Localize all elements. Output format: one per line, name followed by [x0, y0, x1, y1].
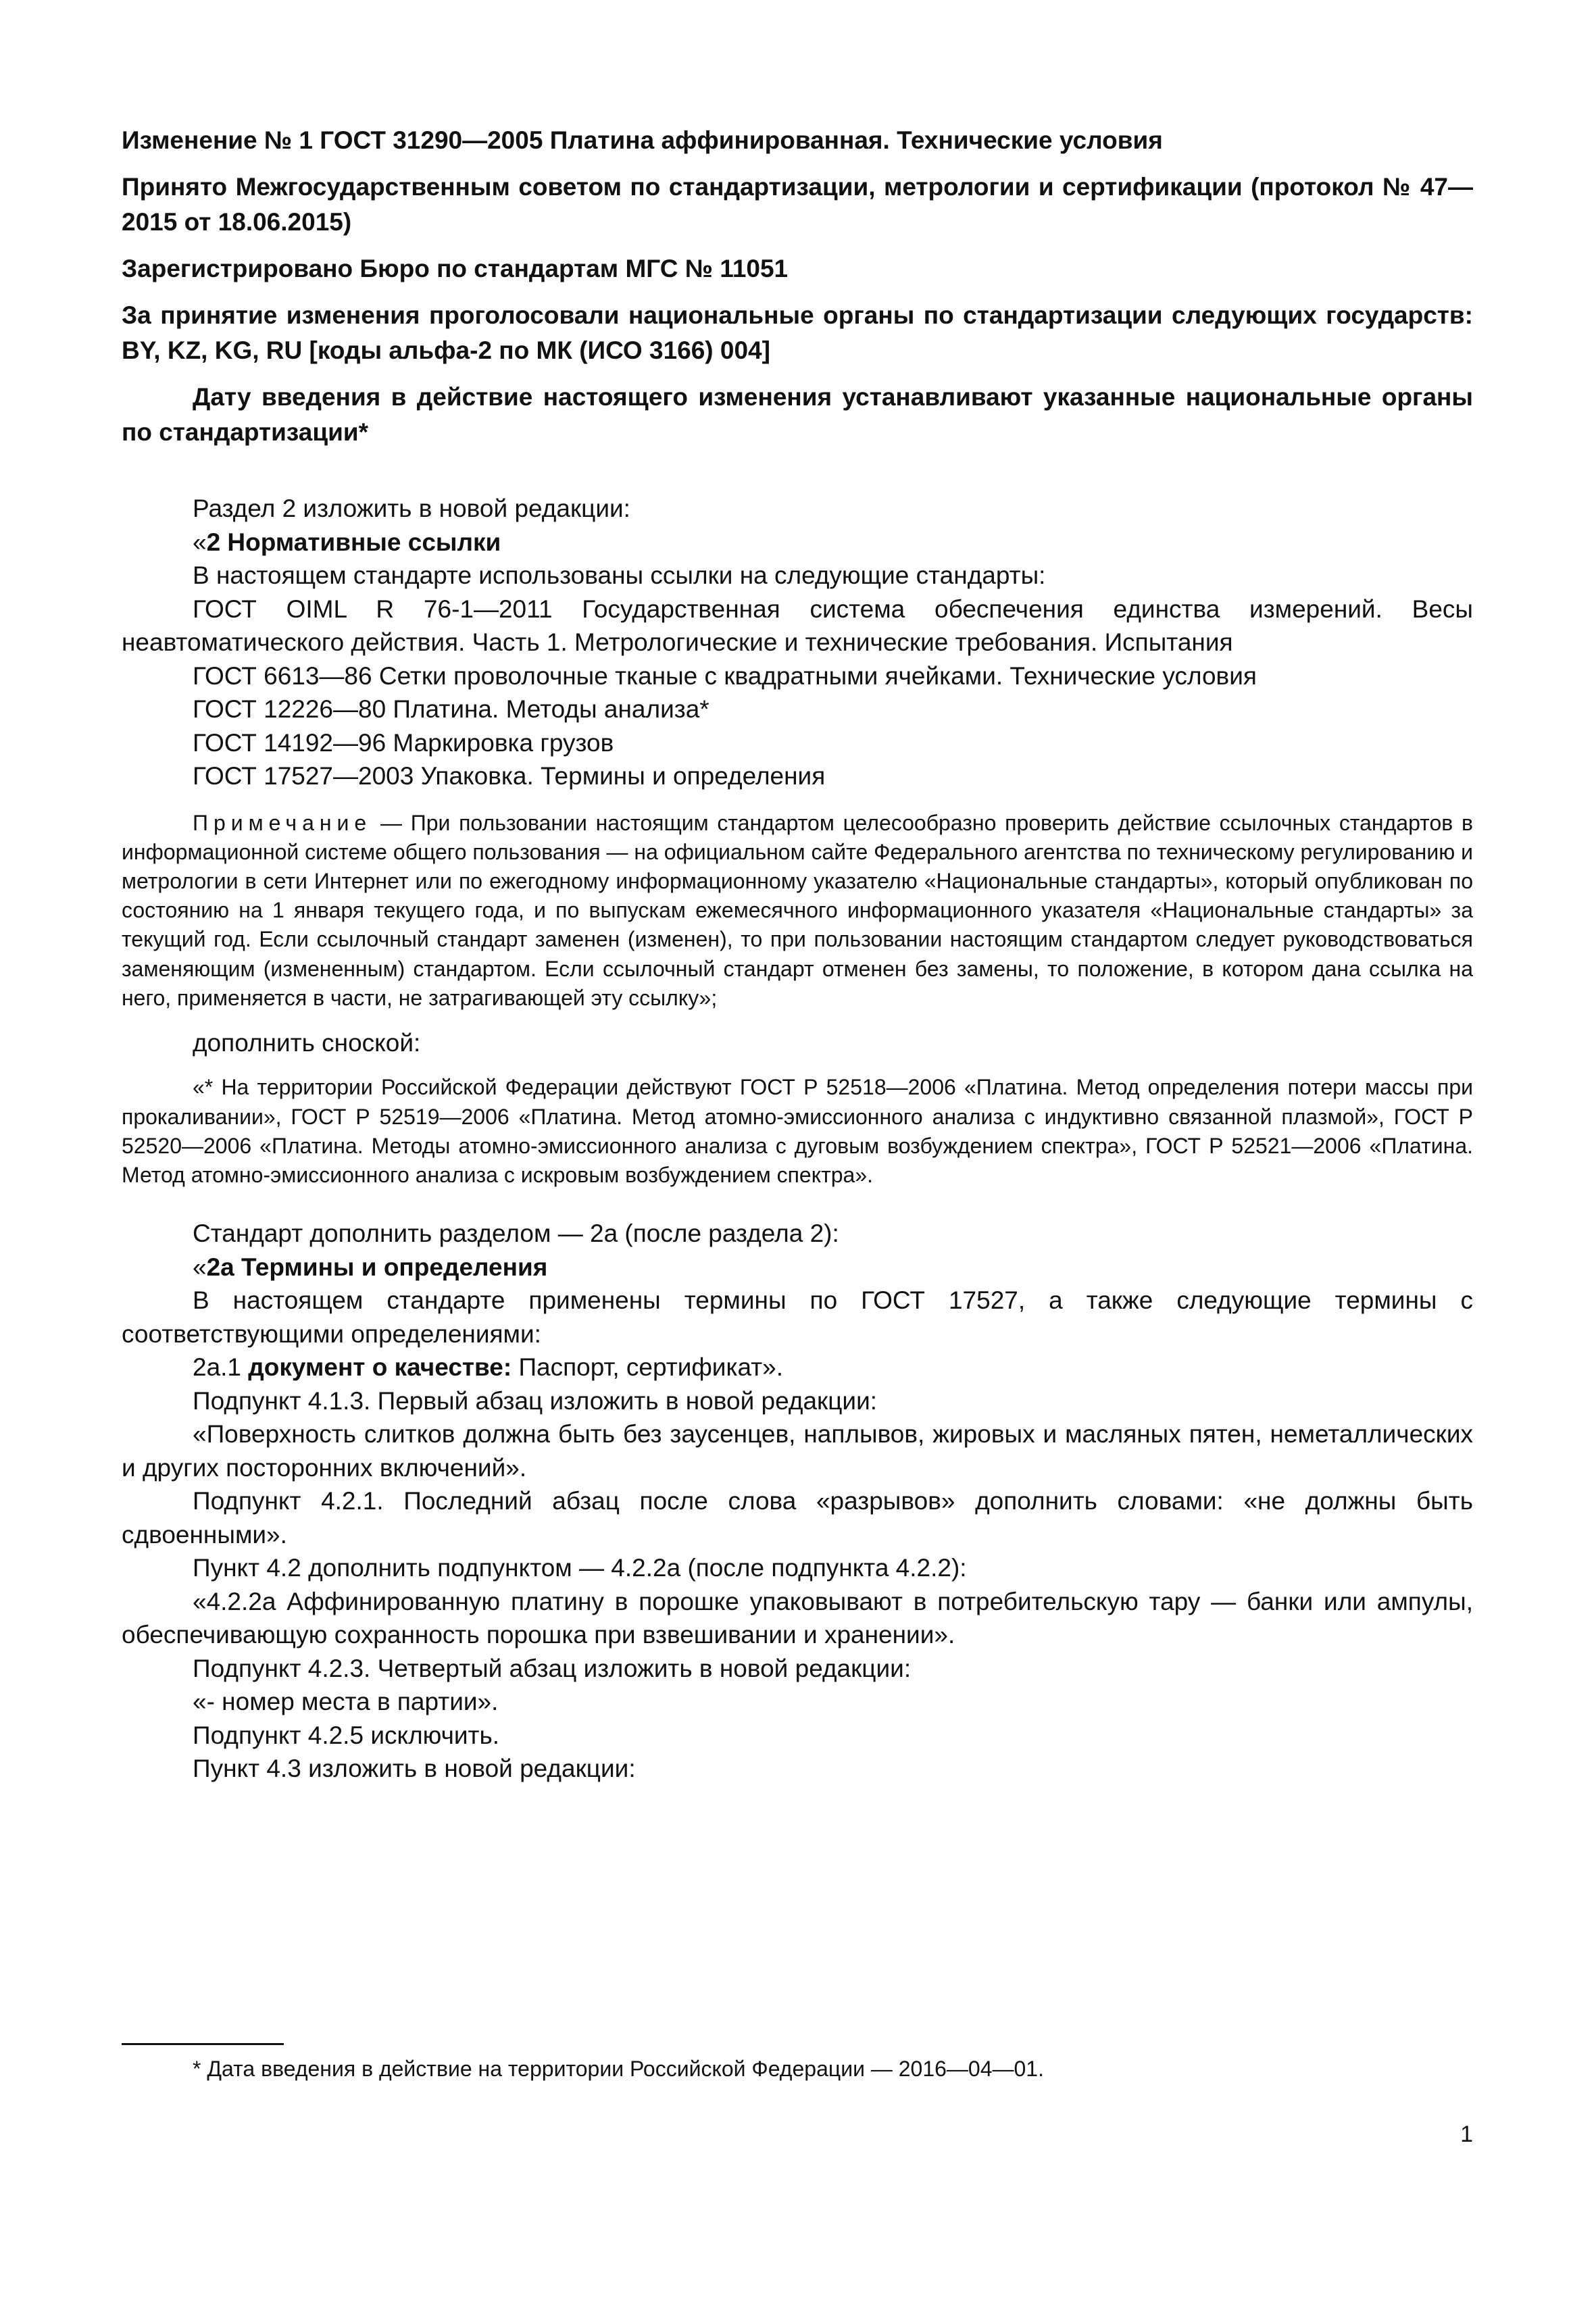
page-content: [122, 123, 1473, 1786]
footnote-separator: [122, 2043, 284, 2045]
add-section-instruction: Стандарт дополнить разделом — 2а (после раздела 2):: [193, 1219, 839, 1248]
term-definition: 2а.1 документ о качестве: Паспорт, сертификат».: [193, 1353, 784, 1382]
subclause-4-2-3: Подпункт 4.2.3. Четвертый абзац изложить в новой редакции:: [193, 1654, 912, 1682]
registration-statement: Зарегистрировано Бюро по стандартам МГС № 11051: [122, 255, 789, 282]
ref-item: ГОСТ 6613—86 Сетки проволочные тканые с квадратными ячейками. Технические условия: [193, 661, 1257, 690]
accepted-statement: Принято Межгосударственным советом по стандартизации, метрологии и сертификации (протокол № 47—2015 от 18.06.2015): [122, 173, 1473, 236]
effective-date-statement: Дату введения в действие настоящего изменения устанавливают указанные национальные органы по стандартизации*: [122, 383, 1473, 446]
ref-item: ГОСТ 12226—80 Платина. Методы анализа*: [193, 695, 709, 723]
add-footnote-instruction: дополнить сноской:: [193, 1028, 421, 1057]
subclause-4-2-2a: «4.2.2а Аффинированную платину в порошке упаковывают в потребительскую тару — банки или ампулы, обеспечивающую сохранность порошка при взвешивании и хранении».: [122, 1587, 1473, 1649]
note-paragraph: [122, 809, 1473, 1013]
page-footnote: * Дата введения в действие на территории Российской Федерации — 2016—04—01.: [193, 2057, 1044, 2081]
subclause-4-1-3: Подпункт 4.1.3. Первый абзац изложить в новой редакции:: [193, 1386, 878, 1415]
page-number: 1: [1460, 2121, 1473, 2147]
clause-4-3: Пункт 4.3 изложить в новой редакции:: [193, 1755, 636, 1783]
note-label: Примечание: [193, 810, 372, 835]
subclause-4-2-1: Подпункт 4.2.1. Последний абзац после слова «разрывов» дополнить словами: «не должны быть сдвоенными».: [122, 1487, 1473, 1549]
note-text: — При пользовании настоящим стандартом целесообразно проверить действие ссылочных стандартов в информационной системе общего пользования — на официальном сайте Федерального агентства по техническому регулированию и метрологии в сети Интернет или по ежегодному информационному указателю «Национальные стандарты», который опубликован по состоянию на 1 января текущего года, и по выпускам ежемесячного информационного указателя «Национальные стандарты» за текущий год. Если ссылочный стандарт заменен (изменен), то при пользовании настоящим стандартом следует руководствоваться заменяющим (измененным) стандартом. Если ссылочный стандарт отменен без замены, то положение, в котором дана ссылка на него, применяется в части, не затрагивающей эту ссылку»;: [122, 810, 1473, 1010]
subclause-4-2-3-text: «- номер места в партии».: [193, 1688, 499, 1716]
change-title: Изменение № 1 ГОСТ 31290—2005 Платина аффинированная. Технические условия: [122, 126, 1163, 154]
section2-heading: «2 Нормативные ссылки: [193, 528, 501, 556]
ref-item: ГОСТ OIML R 76-1—2011 Государственная система обеспечения единства измерений. Весы неавтоматического действия. Часть 1. Метрологические и технические требования. Испытания: [122, 595, 1473, 656]
inserted-footnote-text: «* На территории Российской Федерации действуют ГОСТ Р 52518—2006 «Платина. Метод определения потери массы при прокаливании», ГОСТ Р 52519—2006 «Платина. Метод атомно-эмиссионного анализа с индуктивно связанной плазмой», ГОСТ Р 52520—2006 «Платина. Методы атомно-эмиссионного анализа с дуговым возбуждением спектра», ГОСТ Р 52521—2006 «Платина. Метод атомно-эмиссионного анализа с искровым возбуждением спектра».: [122, 1075, 1473, 1188]
section2-heading-text: 2 Нормативные ссылки: [206, 528, 501, 556]
terms-intro: В настоящем стандарте применены термины по ГОСТ 17527, а также следующие термины с соответствующими определениями:: [122, 1286, 1473, 1348]
voting-statement: За принятие изменения проголосовали национальные органы по стандартизации следующих государств: BY, KZ, KG, RU [коды альфа-2 по МК (ИСО 3166) 004]: [122, 301, 1473, 364]
ref-item: ГОСТ 14192—96 Маркировка грузов: [193, 728, 614, 757]
subclause-4-2-5: Подпункт 4.2.5 исключить.: [193, 1721, 500, 1749]
ref-item: ГОСТ 17527—2003 Упаковка. Термины и определения: [193, 762, 826, 790]
section2-intro: Раздел 2 изложить в новой редакции:: [193, 495, 630, 522]
term-name: документ о качестве:: [248, 1353, 512, 1382]
refs-intro: В настоящем стандарте использованы ссылки на следующие стандарты:: [193, 561, 1046, 589]
clause-4-2: Пункт 4.2 дополнить подпунктом — 4.2.2а (после подпункта 4.2.2):: [193, 1554, 967, 1582]
section2a-heading: «2а Термины и определения: [193, 1253, 548, 1281]
section2a-heading-text: 2а Термины и определения: [206, 1253, 548, 1281]
subclause-4-1-3-text: «Поверхность слитков должна быть без заусенцев, наплывов, жировых и масляных пятен, неметаллических и других посторонних включений».: [122, 1420, 1473, 1482]
